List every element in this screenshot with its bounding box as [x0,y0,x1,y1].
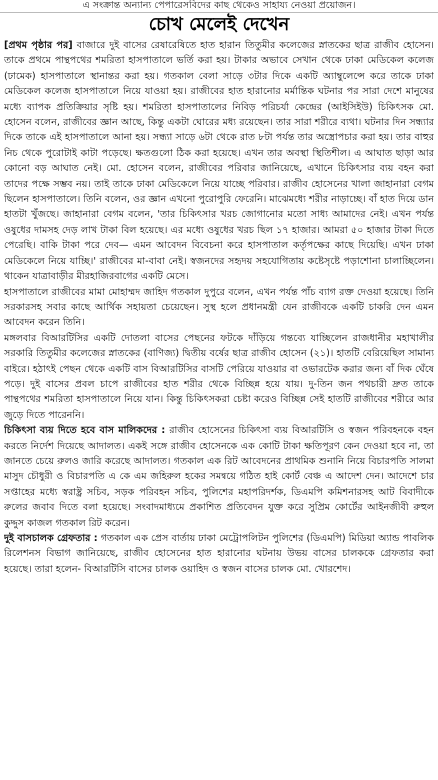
continuation-label: [প্রথম পৃষ্ঠার পর] [4,40,73,51]
paragraph-text: রাজীব হোসেনের চিকিৎসা ব্যয় বিআরটিসি ও স্বজন পরিবহনকে বহন করতে নির্দেশ দিয়েছে আদালত। একই সঙ্গে রাজীব হোসেনকে এক কোটি টাকা ক্ষতিপূরণ কেন দেওয়া হবে না, তা জানতে চেয়ে রুলও জারি করেছে আদালত। গতকাল এক রিট আবেদনের প্রাথমিক শুনানি নিয়ে বিচারপতি সালমা মাসুদ চৌধুরী ও বিচারপতি এ কে এম জহিরুল হকের সমন্বয়ে গঠিত হাই কোর্ট বেঞ্চ এ আদেশ দেন। আদেশে চার সপ্তাহের মধ্যে স্বরাষ্ট্র সচিব, সড়ক পরিবহন সচিব, পুলিশের মহাপরিদর্শক, ডিএমপি কমিশনারসহ আট বিবাদীকে রুলের জবাব দিতে বলা হয়েছে। সংবাদমাধ্যমে প্রকাশিত প্রতিবেদন যুক্ত করে সুপ্রিম কোর্টের আইনজীবী রুহুল কুদ্দুস কাজল গতকাল রিট করেন। [4,425,434,529]
article-paragraph [4,531,434,577]
subheading-drivers-arrested: দুই বাসচালক গ্রেফতার : [4,533,98,544]
previous-article-line: এ সংক্রান্ত অন্যান্য পেপারেসবিদের কাছ থেকেও সাহায্য নেওয়া প্রয়োজন। [0,0,438,13]
paragraph-text: হাসপাতালে রাজীবের মামা মোহাম্মদ জাহিদ গতকাল দুপুরে বলেন, এখন পর্যন্ত পাঁচ ব্যাগ রক্ত দেওয়া হয়েছে। তিনি সরকারসহ সবার কাছে আর্থিক সহায়তা চেয়েছেন। সুস্থ হলে প্রধানমন্ত্রী যেন রাজীবকে একটি চাকরি দেন এমন আবেদন করেন তিনি। [4,286,434,329]
article-paragraph [4,331,434,423]
paragraph-text: বাজারে দুই বাসের রেষারেষিতে হাত হারান তিতুমীর কলেজের স্নাতকের ছাত্র রাজীব হোসেন। তাকে প্রথমে পান্থপথের শমরিতা হাসপাতালে ভর্তি করা হয়। টাকার অভাবে সেখান থেকে ঢাকা মেডিকেল কলেজ (ঢামেক) হাসপাতালে স্থানান্তর করা হয়। গতকাল বেলা সাড়ে ৩টার দিকে একটি অ্যাম্বুলেন্সে করে তাকে ঢাকা মেডিকেল কলেজ হাসপাতালে নিয়ে যাওয়া হয়। রাজীবের হাত হারানোর মর্মান্তিক ঘটনার পর সারা দেশে মানুষের মধ্যে ব্যাপক প্রতিক্রিয়ার সৃষ্টি হয়। শমরিতা হাসপাতালের নিবিড় পরিচর্যা কেন্দ্রের (আইসিইউ) চিকিৎসক মো. হোসেন বলেন, রাজীবের জ্ঞান আছে, কিন্তু একটা ঘোরের মধ্য রয়েছেন। তার সারা শরীরে ব্যথা। ঘটনার দিন সন্ধ্যার দিকে তাকে এই হাসপাতালে আনা হয়। সন্ধ্যা সাড়ে ৬টা থেকে রাত ৮টা পর্যন্ত তার অস্ত্রোপচার করা হয়। তার বাহুর নিচ থেকে পুরোটাই কাটা পড়েছে। ক্ষতগুলো ঠিক করা হয়েছে। এখন তার অবস্থা স্থিতিশীল। এ আঘাত ছাড়া আর কোনো বড় আঘাত নেই। মো. হোসেন বলেন, রাজীবের পরিবার জানিয়েছে, এখানে চিকিৎসার ব্যয় বহন করা তাদের পক্ষে সম্ভব নয়। তাই তাকে ঢাকা মেডিকেলে নিয়ে যাচ্ছে পরিবার। রাজীব হোসেনের খালা জাহানারা বেগম ছিলেন হাসপাতালে। তিনি বলেন, ওর জ্ঞান এখনো পুরোপুরি ফেরেনি। মাঝেমধ্যে শরীর নাড়াচ্ছে। বাঁ হাত দিয়ে ডান হাতটা খুঁজছে। জাহানারা বেগম বলেন, 'তার চিকিৎসার খরচ জোগানোর মতো সাধ্য আমাদের নেই। এখন পর্যন্ত ওষুধের দামসহ দেড় লাখ টাকা বিল হয়েছে। এর মধ্যে ওষুধের খরচ ছিল ১৭ হাজার। আমরা ৫০ হাজার টাকা দিতে পেরেছি। বাকি টাকা পরে দেব— এমন আবেদন বিবেচনা করে হাসপাতাল কর্তৃপক্ষের কাছে দিয়েছি। এখন ঢাকা মেডিকেলে নিয়ে যাচ্ছি।' রাজীবের মা-বাবা নেই। স্বজনদের সহৃদয় সহযোগিতায় কষ্টেসৃষ্টে পড়াশোনা চালাচ্ছিলেন। থাকেন যাত্রাবাড়ীর মীরহাজিরবাগের একটি মেসে। [4,40,434,283]
article-paragraph [4,423,434,531]
article-body [4,38,434,778]
subheading-treatment-cost: চিকিৎসা ব্যয় দিতে হবে বাস মালিকদের : [4,425,166,437]
article-paragraph [4,285,434,331]
paragraph-text: মঙ্গলবার বিআরটিসির একটি দোতলা বাসের পেছনের ফটকে দাঁড়িয়ে গন্তব্যে যাচ্ছিলেন রাজধানীর মহাখালীর সরকারি তিতুমীর কলেজের স্নাতকের (বাণিজ্য) দ্বিতীয় বর্ষের ছাত্র রাজীব হোসেন (২১)। হাতটি বেরিয়েছিল সামান্য বাইরে। হঠাৎই পেছন থেকে একটি বাস বিআরটিসির বাসটি পেরিয়ে যাওয়ার বা ওভারটেক করার জন্য বাঁ দিক ঘেঁষে পড়ে। দুই বাসের প্রবল চাপে রাজীবের হাত শরীর থেকে বিচ্ছিন্ন হয়ে যায়। দু-তিন জন পথচারী দ্রুত তাকে পান্থপথের শমরিতা হাসপাতালে নিয়ে যান। কিন্তু চিকিৎসকরা চেষ্টা করেও বিচ্ছিন্ন সেই হাতটি রাজীবের শরীরে আর জুড়ে দিতে পারেননি। [4,332,434,421]
article-headline: চোখ মেলেই দেখেন [148,14,290,35]
article-paragraph [4,38,434,285]
paragraph-text: গতকাল এক প্রেস বার্তায় ঢাকা মেট্রোপলিটন পুলিশের (ডিএমপি) মিডিয়া অ্যান্ড পাবলিক রিলেশনস বিভাগ জানিয়েছে, রাজীব হোসেনের হাত হারানোর ঘটনায় উভয় বাসের চালককে গ্রেফতার করা হয়েছে। তারা হলেন- বিআরটিসি বাসের চালক ওয়াহিদ ও স্বজন বাসের চালক মো. খোরশেদ। [4,533,434,575]
